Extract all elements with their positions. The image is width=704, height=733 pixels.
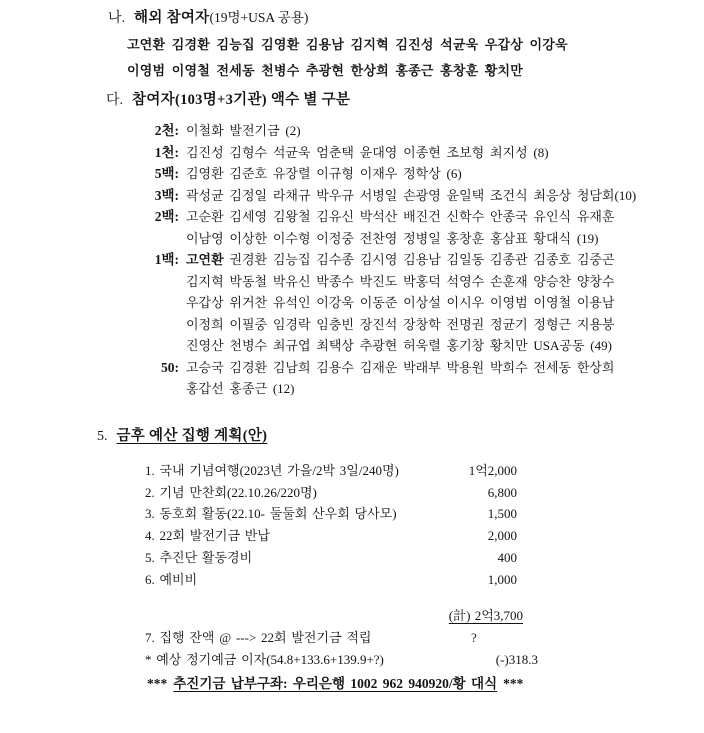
- budget-interest-row: [145, 649, 538, 671]
- budget-heading: [0, 424, 704, 445]
- amount-group-names-line: 이철화 발전기금 (2): [186, 123, 301, 138]
- budget-item-amount: 1,000: [487, 571, 517, 587]
- budget-item-amount: 400: [497, 549, 517, 565]
- budget-total: (計) 2억3,700: [448, 608, 523, 624]
- budget-item-row: [145, 569, 517, 591]
- overseas-names: [0, 27, 704, 83]
- overseas-title-note: (19명+USA 공용): [209, 10, 309, 25]
- amount-group-names: [179, 206, 615, 249]
- budget-item-amount: 1,500: [487, 506, 517, 522]
- budget-item-amount: 6,800: [487, 484, 517, 500]
- amount-group: [146, 206, 704, 249]
- budget-item-row: [145, 460, 517, 482]
- amount-group-label: 5백:: [154, 166, 179, 181]
- budget-carry-row: [145, 627, 517, 649]
- budget-item-row: [145, 525, 517, 547]
- amount-group-names-line: 진영산 천병수 최규엽 최택상 추광현 허욱렬 홍기창 황치만 USA공동 (49): [186, 338, 612, 353]
- amount-group: [146, 185, 704, 207]
- by-amount-marker: 다.: [106, 93, 124, 108]
- overseas-name-line: 고연환 김경환 김능집 김영환 김용남 김지혁 김진성 석균욱 우갑상 이강욱: [127, 37, 568, 52]
- amount-group-label: 1천:: [154, 144, 179, 160]
- amount-group-label: 2천:: [154, 123, 179, 138]
- amount-group-label: 50:: [161, 359, 179, 375]
- amount-group-names-line: 곽성균 김정일 라채규 박우규 서병일 손광영 윤일택 조건식 최응상 청담회(10): [186, 187, 637, 203]
- budget-item-text: 6. 예비비: [145, 571, 198, 587]
- amount-group: [146, 120, 704, 142]
- budget-title: 금후 예산 집행 계획(안): [116, 428, 268, 444]
- account-footer: [141, 672, 529, 692]
- budget-item-text: 2. 기념 만찬회(22.10.26/220명): [145, 484, 317, 500]
- amount-group-names-line: 이정희 이필중 임경락 임충빈 장진석 장창학 전명권 정균기 정형근 지용붕: [186, 316, 615, 332]
- budget-item-row: [145, 547, 517, 569]
- amount-group-names-line: 고순환 김세영 김왕철 김유신 박석산 배진건 신학수 안종국 유인식 유재훈: [186, 209, 615, 224]
- budget-marker: 5.: [97, 429, 108, 444]
- section-budget: [0, 424, 704, 670]
- budget-item-text: 3. 동호회 활동(22.10- 둘둘회 산우회 당사모): [145, 506, 397, 522]
- budget-item-text: 4. 22회 발전기금 반납: [145, 528, 270, 544]
- amount-group: [146, 142, 704, 164]
- amount-group-names: [179, 357, 615, 400]
- amount-group: [146, 249, 704, 357]
- budget-item-text: 5. 추진단 활동경비: [145, 549, 253, 565]
- budget-item-text: 1. 국내 기념여행(2023년 가을/2박 3일/240명): [145, 463, 399, 478]
- amount-group-names: [179, 163, 462, 185]
- amount-group-names-line: 고승국 김경환 김남희 김용수 김재운 박래부 박용원 박희수 전세동 한상희: [186, 359, 615, 375]
- amount-group-label: 1백:: [154, 252, 179, 267]
- amount-group-label: 3백:: [154, 187, 179, 203]
- amount-group-names-line: 홍갑선 홍종근 (12): [186, 381, 295, 396]
- section-overseas: [0, 6, 704, 83]
- amount-group-names: [179, 249, 615, 357]
- footer-account: 추진기금 납부구좌: 우리은행 1002 962 940920/황 대식: [173, 676, 498, 691]
- overseas-name-line: 이영범 이영철 전세동 천병수 추광현 한상희 홍종근 홍창훈 황치만: [127, 62, 524, 78]
- budget-summary: [145, 605, 538, 670]
- budget-carry-amount: ?: [471, 629, 477, 645]
- budget-total-row: [145, 605, 523, 627]
- lead-name: 고연환: [186, 252, 224, 267]
- budget-items: [145, 460, 517, 590]
- by-amount-heading: [0, 88, 704, 109]
- by-amount-title: 참여자(103명+3기관) 액수 별 구분: [132, 92, 351, 108]
- budget-item-row: [145, 482, 517, 504]
- footer-stars-left: ***: [147, 676, 168, 691]
- overseas-title: 해외 참여자: [134, 10, 210, 26]
- budget-interest-amount: (-)318.3: [495, 651, 538, 667]
- budget-item-amount: 1억2,000: [468, 463, 517, 478]
- amount-group-names-line: 우갑상 위거찬 유석인 이강욱 이동준 이상설 이시우 이영범 이영철 이용남: [186, 295, 615, 310]
- amount-group-names-line: 고연환 권경환 김능집 김수종 김시영 김용남 김일동 김종관 김종호 김중곤: [186, 252, 615, 267]
- budget-carry-text: 7. 집행 잔액 @ ---> 22회 발전기금 적립: [145, 629, 372, 645]
- overseas-heading: [0, 6, 704, 27]
- amount-group-names: [179, 142, 549, 164]
- amount-group-names-line: 김진성 김형수 석균욱 엄춘택 윤대영 이종현 조보형 최지성 (8): [186, 144, 549, 160]
- amount-group-names-line: 이남영 이상한 이수형 이정중 전찬영 정병일 홍창훈 홍삼표 황대식 (19): [186, 230, 599, 246]
- section-by-amount: [0, 88, 704, 400]
- amount-group-names: [179, 120, 301, 142]
- amount-group-names-line: 김지혁 박동철 박유신 박종수 박진도 박홍덕 석영수 손훈재 양승찬 양창수: [186, 273, 615, 289]
- amount-group-names: [179, 185, 636, 207]
- amount-groups: [0, 120, 704, 400]
- budget-item-row: [145, 503, 517, 525]
- budget-item-amount: 2,000: [487, 528, 517, 544]
- amount-group-label: 2백:: [154, 209, 179, 224]
- footer-stars-right: ***: [503, 676, 524, 691]
- amount-group-names-line: 김영환 김준호 유장렬 이규형 이재우 정학상 (6): [186, 166, 462, 181]
- amount-group: [146, 357, 704, 400]
- amount-group: [146, 163, 704, 185]
- budget-interest-text: * 예상 정기예금 이자(54.8+133.6+139.9+?): [145, 651, 384, 667]
- overseas-marker: 나.: [108, 11, 126, 26]
